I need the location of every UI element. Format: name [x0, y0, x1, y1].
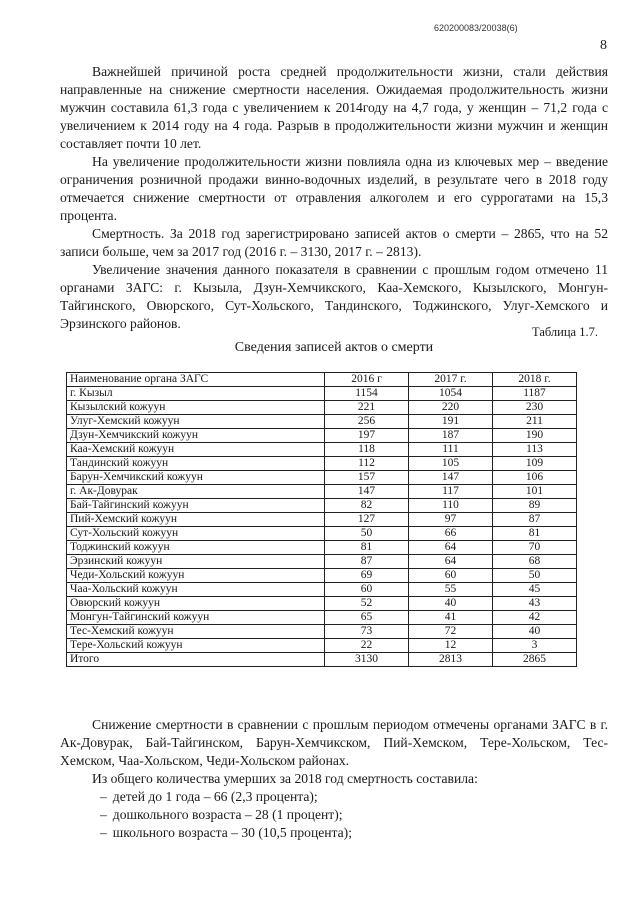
table-title: Сведения записей актов о смерти [234, 340, 434, 355]
cell-zags-name: Итого [67, 653, 325, 667]
deaths-table [66, 372, 577, 667]
dash-marker: – [100, 789, 107, 804]
age-breakdown-list [60, 788, 608, 842]
cell-count-2017: 64 [409, 555, 493, 569]
list-item [100, 788, 608, 806]
cell-count-2017: 72 [409, 625, 493, 639]
cell-count-2018: 2865 [493, 653, 577, 667]
cell-count-2017: 41 [409, 611, 493, 625]
list-item-text: детей до 1 года – 66 (2,3 процента); [112, 789, 318, 804]
table-row [67, 597, 577, 611]
paragraph-alcohol-measures: На увеличение продолжительности жизни повлияла одна из ключевых мер – введение ограничения розничной продажи винно-водочных изделий, в результате чего в 2018 году отмечается снижение смертности от отравления алкоголем и его суррогатами на 15,3 процента. [60, 154, 608, 223]
cell-zags-name: Тоджинский кожуун [67, 541, 325, 555]
cell-count-2018: 230 [493, 401, 577, 415]
cell-zags-name: Пий-Хемский кожуун [67, 513, 325, 527]
cell-count-2018: 106 [493, 471, 577, 485]
paragraph-mortality-decrease: Снижение смертности в сравнении с прошлым периодом отмечены органами ЗАГС в г. Ак-Довурак, Бай-Тайгинском, Барун-Хемчикском, Пий-Хемском, Тере-Хольском, Тес-Хемском, Чаа-Хольском, Чеди-Хольском районах. [60, 717, 608, 768]
table-row [67, 569, 577, 583]
header-zags-name: Наименование органа ЗАГС [67, 373, 325, 387]
cell-count-2017: 220 [409, 401, 493, 415]
cell-count-2018: 87 [493, 513, 577, 527]
cell-count-2016: 127 [325, 513, 409, 527]
table-row [67, 443, 577, 457]
cell-count-2018: 68 [493, 555, 577, 569]
cell-zags-name: Дзун-Хемчикский кожуун [67, 429, 325, 443]
cell-count-2018: 190 [493, 429, 577, 443]
table-row [67, 415, 577, 429]
cell-zags-name: г. Кызыл [67, 387, 325, 401]
cell-count-2016: 82 [325, 499, 409, 513]
dash-marker: – [100, 807, 107, 822]
cell-count-2017: 117 [409, 485, 493, 499]
paragraph-mortality: Смертность. За 2018 год зарегистрировано записей актов о смерти – 2865, что на 52 записи больше, чем за 2017 год (2016 г. – 3130, 2017 г. – 2813). [60, 226, 608, 259]
page-number: 8 [600, 38, 607, 53]
cell-count-2017: 110 [409, 499, 493, 513]
cell-count-2018: 42 [493, 611, 577, 625]
cell-zags-name: Каа-Хемский кожуун [67, 443, 325, 457]
cell-zags-name: Тере-Хольский кожуун [67, 639, 325, 653]
cell-count-2016: 52 [325, 597, 409, 611]
dash-marker: – [100, 825, 107, 840]
table-row [67, 471, 577, 485]
table-row [67, 429, 577, 443]
cell-zags-name: Бай-Тайгинский кожуун [67, 499, 325, 513]
cell-count-2017: 111 [409, 443, 493, 457]
cell-count-2018: 70 [493, 541, 577, 555]
cell-count-2016: 3130 [325, 653, 409, 667]
cell-count-2017: 64 [409, 541, 493, 555]
table-row [67, 611, 577, 625]
cell-count-2018: 81 [493, 527, 577, 541]
cell-count-2016: 118 [325, 443, 409, 457]
header-year-2016: 2016 г [325, 373, 409, 387]
cell-count-2018: 89 [493, 499, 577, 513]
cell-count-2016: 147 [325, 485, 409, 499]
cell-count-2017: 66 [409, 527, 493, 541]
cell-count-2016: 112 [325, 457, 409, 471]
table-row [67, 639, 577, 653]
paragraph-life-expectancy: Важнейшей причиной роста средней продолжительности жизни, стали действия направленные на снижение смертности населения. Ожидаемая продолжительность жизни мужчин составила 61,3 года с увеличением к 2014году на 4,7 года, у женщин – 71,2 года с увеличением к 2014 году на 4 года. Разрыв в продолжительности жизни мужчин и женщин составляет почти 10 лет. [60, 64, 608, 151]
cell-zags-name: Тес-Хемский кожуун [67, 625, 325, 639]
table-row [67, 485, 577, 499]
table-row [67, 457, 577, 471]
cell-count-2016: 87 [325, 555, 409, 569]
table-row [67, 513, 577, 527]
cell-zags-name: Улуг-Хемский кожуун [67, 415, 325, 429]
cell-count-2018: 101 [493, 485, 577, 499]
cell-count-2016: 157 [325, 471, 409, 485]
table-body [67, 387, 577, 667]
cell-count-2018: 3 [493, 639, 577, 653]
cell-count-2018: 1187 [493, 387, 577, 401]
cell-count-2018: 50 [493, 569, 577, 583]
cell-count-2017: 191 [409, 415, 493, 429]
cell-count-2016: 81 [325, 541, 409, 555]
cell-zags-name: Чеди-Хольский кожуун [67, 569, 325, 583]
table-row [67, 541, 577, 555]
cell-count-2018: 109 [493, 457, 577, 471]
cell-count-2017: 55 [409, 583, 493, 597]
cell-count-2017: 2813 [409, 653, 493, 667]
list-item [100, 824, 608, 842]
table-row [67, 555, 577, 569]
cell-count-2018: 45 [493, 583, 577, 597]
cell-zags-name: Сут-Хольский кожуун [67, 527, 325, 541]
cell-count-2017: 1054 [409, 387, 493, 401]
cell-count-2017: 147 [409, 471, 493, 485]
cell-zags-name: Тандинский кожуун [67, 457, 325, 471]
table-row [67, 583, 577, 597]
paragraph-zags-increase: Увеличение значения данного показателя в сравнении с прошлым годом отмечено 11 органами ЗАГС: г. Кызыла, Дзун-Хемчикского, Каа-Хемского, Кызылского, Монгун-Тайгинского, Овюрского, Сут-Хольского, Тандинского, Тоджинского, Улуг-Хемского и Эрзинского районов. [60, 262, 608, 331]
cell-count-2017: 40 [409, 597, 493, 611]
cell-count-2017: 187 [409, 429, 493, 443]
cell-count-2016: 221 [325, 401, 409, 415]
cell-count-2018: 43 [493, 597, 577, 611]
header-year-2017: 2017 г. [409, 373, 493, 387]
cell-zags-name: Кызылский кожуун [67, 401, 325, 415]
cell-count-2016: 256 [325, 415, 409, 429]
cell-count-2018: 113 [493, 443, 577, 457]
cell-count-2017: 12 [409, 639, 493, 653]
cell-zags-name: Овюрский кожуун [67, 597, 325, 611]
cell-count-2016: 60 [325, 583, 409, 597]
cell-count-2016: 73 [325, 625, 409, 639]
header-year-2018: 2018 г. [493, 373, 577, 387]
cell-zags-name: Монгун-Тайгинский кожуун [67, 611, 325, 625]
list-item [100, 806, 608, 824]
cell-zags-name: г. Ак-Довурак [67, 485, 325, 499]
table-total-row [67, 653, 577, 667]
cell-count-2016: 65 [325, 611, 409, 625]
table-row [67, 401, 577, 415]
table-header-row [67, 373, 577, 387]
cell-count-2017: 60 [409, 569, 493, 583]
cell-zags-name: Барун-Хемчикский кожуун [67, 471, 325, 485]
list-item-text: дошкольного возраста – 28 (1 процент); [112, 807, 343, 822]
cell-count-2017: 97 [409, 513, 493, 527]
cell-count-2017: 105 [409, 457, 493, 471]
table-number: Таблица 1.7. [532, 325, 598, 339]
paragraph-deaths-breakdown: Из общего количества умерших за 2018 год смертность составила: [92, 771, 478, 786]
table-row [67, 527, 577, 541]
document-id: 620200083/20038(6) [434, 23, 518, 33]
cell-count-2018: 40 [493, 625, 577, 639]
cell-count-2016: 22 [325, 639, 409, 653]
cell-zags-name: Эрзинский кожуун [67, 555, 325, 569]
cell-count-2018: 211 [493, 415, 577, 429]
table-row [67, 625, 577, 639]
cell-count-2016: 1154 [325, 387, 409, 401]
intro-text [60, 63, 608, 333]
cell-count-2016: 197 [325, 429, 409, 443]
closing-text [60, 716, 608, 842]
table-row [67, 387, 577, 401]
cell-count-2016: 50 [325, 527, 409, 541]
cell-count-2016: 69 [325, 569, 409, 583]
table-row [67, 499, 577, 513]
cell-zags-name: Чаа-Хольский кожуун [67, 583, 325, 597]
list-item-text: школьного возраста – 30 (10,5 процента); [112, 825, 352, 840]
